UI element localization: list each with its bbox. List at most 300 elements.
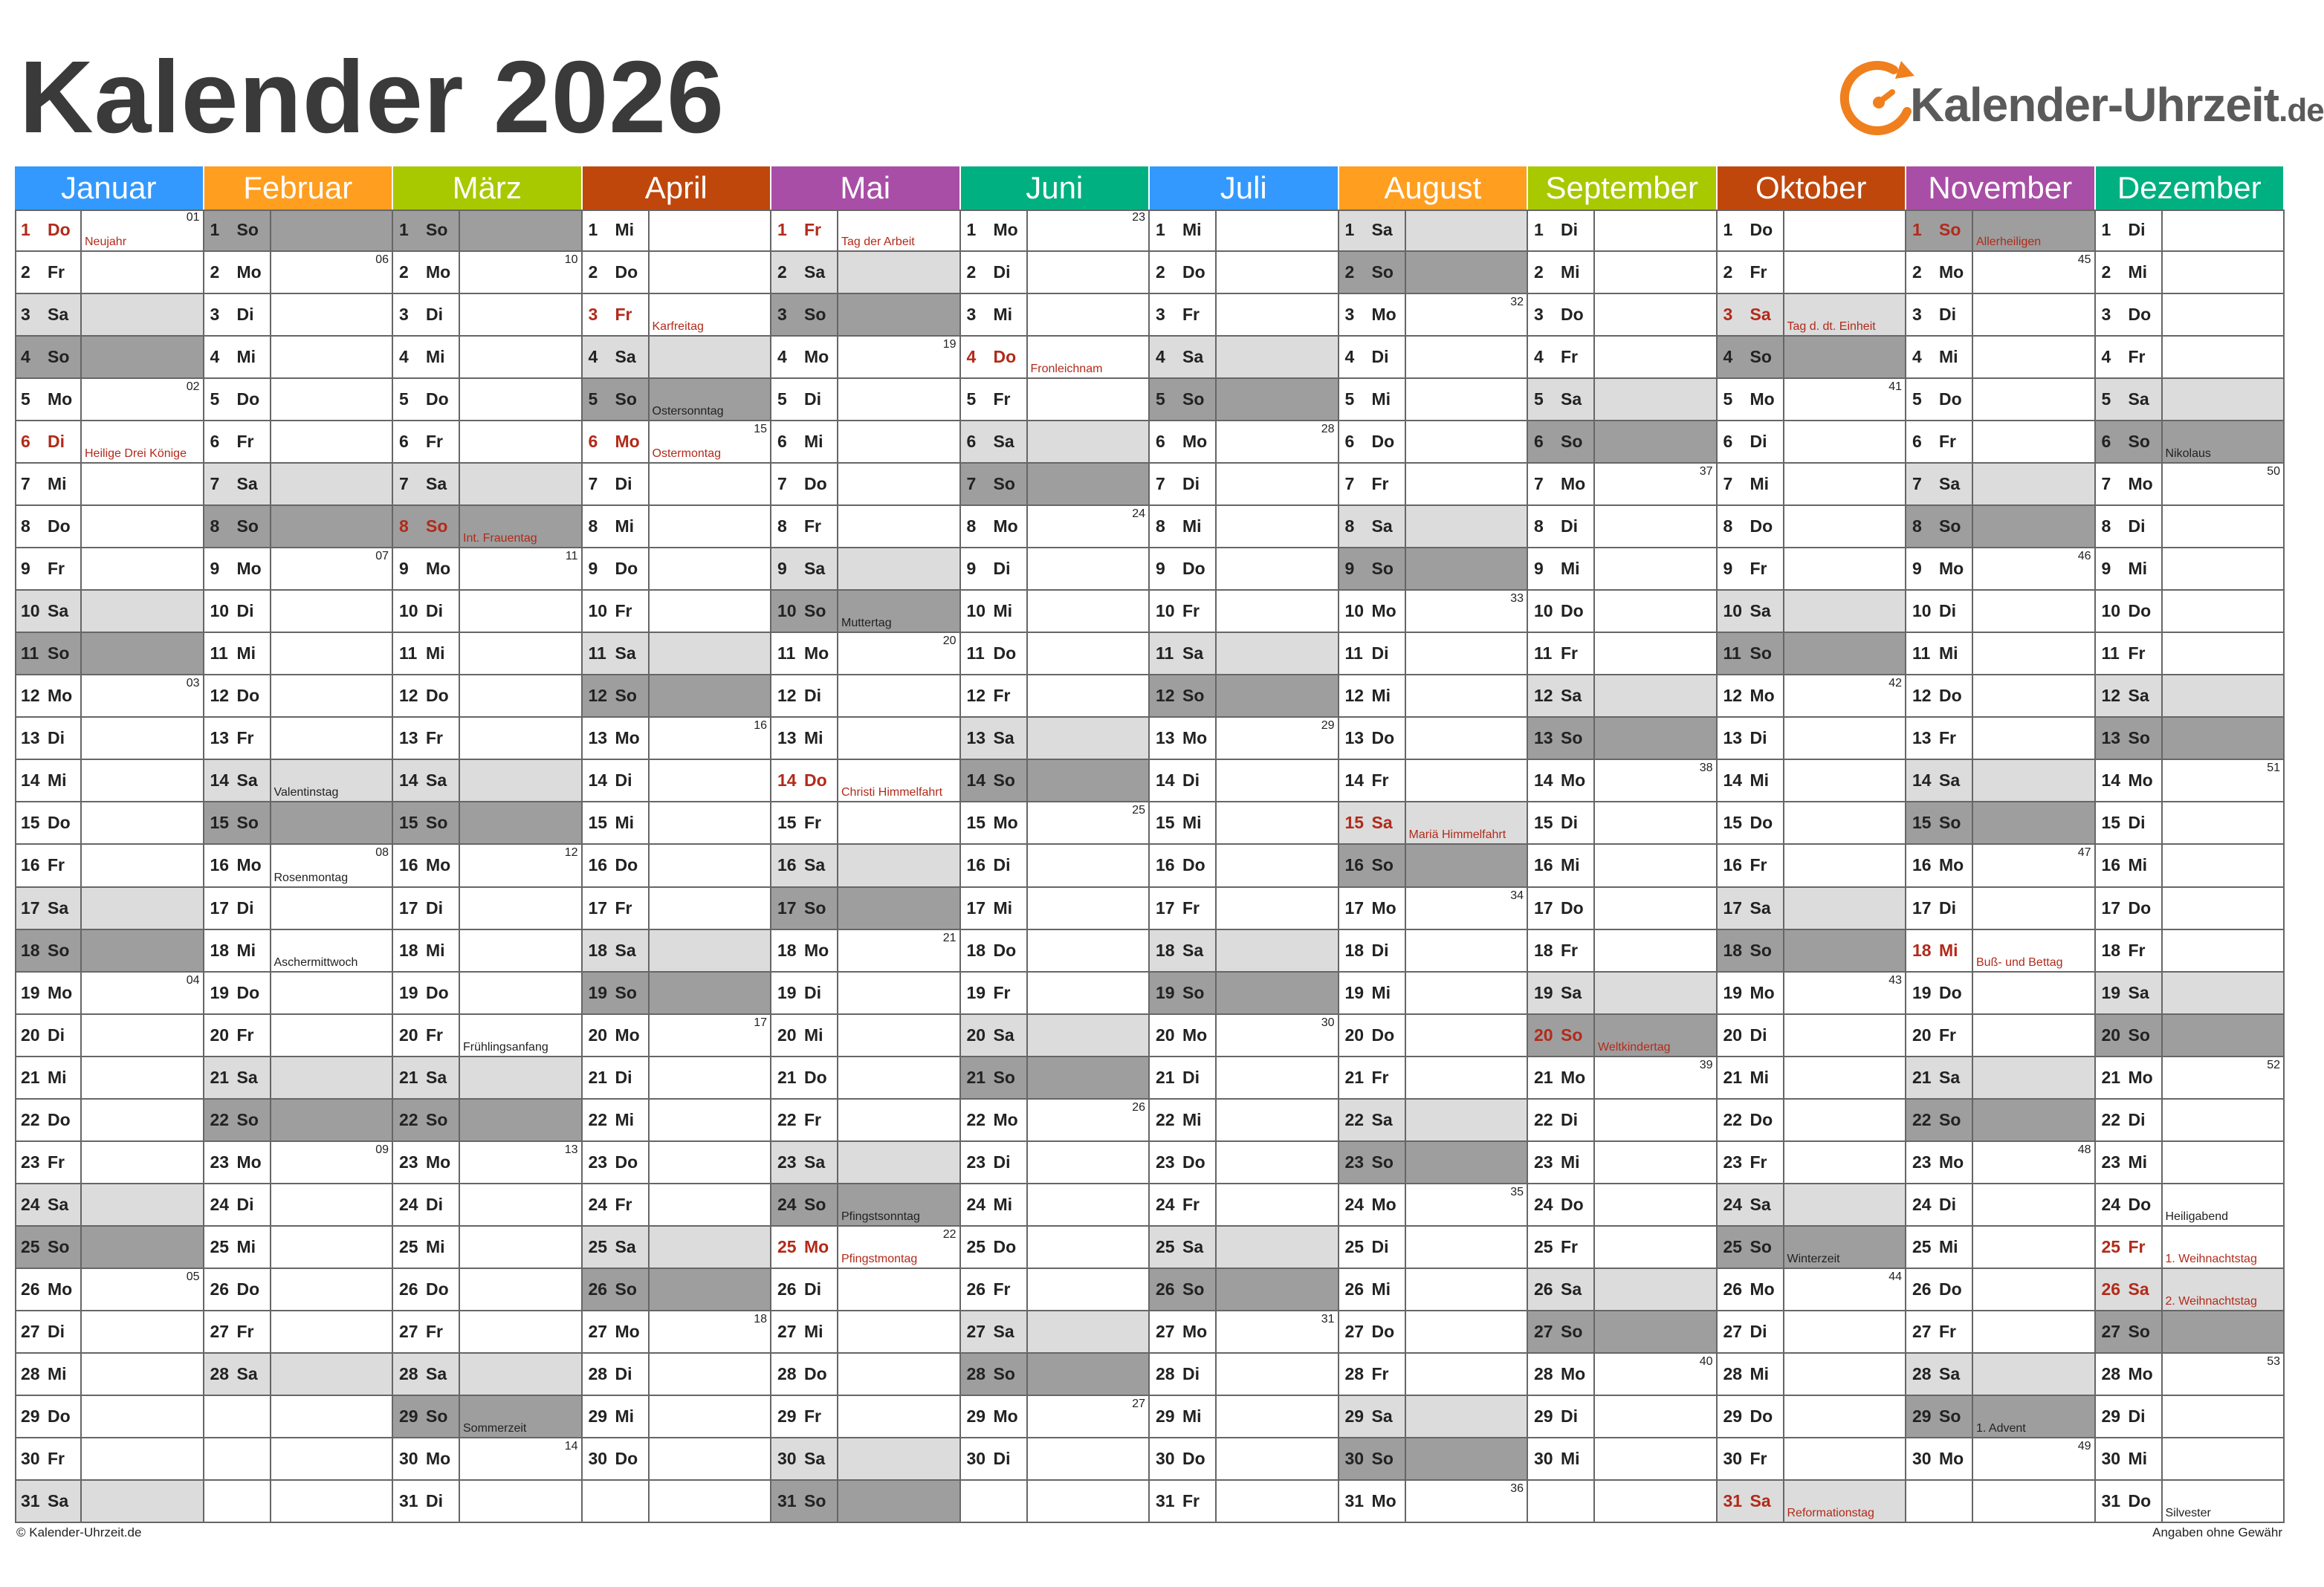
day-cell[interactable]	[393, 1311, 583, 1354]
day-cell[interactable]	[583, 1269, 772, 1311]
day-cell[interactable]	[961, 1184, 1150, 1227]
day-cell[interactable]	[771, 802, 961, 845]
day-cell[interactable]	[204, 845, 394, 887]
day-cell[interactable]	[2096, 1481, 2285, 1523]
day-cell[interactable]	[583, 718, 772, 760]
day-cell[interactable]	[393, 506, 583, 548]
day-cell[interactable]	[1528, 252, 1718, 294]
day-cell[interactable]	[771, 337, 961, 379]
day-cell[interactable]	[204, 718, 394, 760]
day-cell[interactable]	[1150, 1354, 1339, 1396]
day-cell[interactable]	[393, 591, 583, 633]
day-cell[interactable]	[15, 845, 204, 887]
day-cell[interactable]	[2096, 1269, 2285, 1311]
day-cell[interactable]	[583, 421, 772, 464]
day-cell[interactable]	[961, 548, 1150, 591]
day-cell[interactable]	[2096, 718, 2285, 760]
day-cell[interactable]	[1528, 506, 1718, 548]
day-cell[interactable]	[1718, 1184, 1907, 1227]
day-cell[interactable]	[15, 633, 204, 675]
day-cell[interactable]	[1528, 1438, 1718, 1481]
day-cell[interactable]	[2096, 802, 2285, 845]
day-cell[interactable]	[771, 421, 961, 464]
day-cell[interactable]	[2096, 845, 2285, 887]
day-cell[interactable]	[1528, 464, 1718, 506]
day-cell[interactable]	[2096, 252, 2285, 294]
day-cell[interactable]	[583, 464, 772, 506]
day-cell[interactable]	[1339, 421, 1529, 464]
day-cell[interactable]	[1150, 973, 1339, 1015]
day-cell[interactable]	[961, 210, 1150, 252]
day-cell[interactable]	[961, 506, 1150, 548]
day-cell[interactable]	[1906, 930, 2096, 973]
day-cell[interactable]	[1339, 337, 1529, 379]
day-cell[interactable]	[2096, 1015, 2285, 1057]
day-cell[interactable]	[583, 1015, 772, 1057]
day-cell[interactable]	[1528, 1269, 1718, 1311]
day-cell[interactable]	[1528, 421, 1718, 464]
day-cell[interactable]	[961, 337, 1150, 379]
day-cell[interactable]	[1718, 930, 1907, 973]
day-cell[interactable]	[1906, 802, 2096, 845]
day-cell[interactable]	[961, 1100, 1150, 1142]
day-cell[interactable]	[1150, 506, 1339, 548]
day-cell[interactable]	[771, 1396, 961, 1438]
day-cell[interactable]	[15, 718, 204, 760]
day-cell[interactable]	[1150, 464, 1339, 506]
day-cell[interactable]	[1528, 1142, 1718, 1184]
day-cell[interactable]	[583, 1396, 772, 1438]
day-cell[interactable]	[1906, 464, 2096, 506]
day-cell[interactable]	[2096, 1311, 2285, 1354]
day-cell[interactable]	[1718, 1269, 1907, 1311]
day-cell[interactable]	[1906, 760, 2096, 802]
day-cell[interactable]	[771, 252, 961, 294]
day-cell[interactable]	[1906, 591, 2096, 633]
day-cell[interactable]	[771, 1438, 961, 1481]
day-cell[interactable]	[204, 802, 394, 845]
day-cell[interactable]	[2096, 1057, 2285, 1100]
day-cell[interactable]	[1339, 1227, 1529, 1269]
day-cell[interactable]	[15, 1057, 204, 1100]
day-cell[interactable]	[771, 1481, 961, 1523]
day-cell[interactable]	[2096, 464, 2285, 506]
day-cell[interactable]	[1906, 1227, 2096, 1269]
day-cell[interactable]	[2096, 1142, 2285, 1184]
day-cell[interactable]	[15, 1015, 204, 1057]
day-cell[interactable]	[15, 1438, 204, 1481]
day-cell[interactable]	[393, 1481, 583, 1523]
day-cell[interactable]	[583, 1100, 772, 1142]
day-cell[interactable]	[771, 591, 961, 633]
day-cell[interactable]	[771, 1057, 961, 1100]
day-cell[interactable]	[393, 210, 583, 252]
day-cell[interactable]	[1150, 1311, 1339, 1354]
day-cell[interactable]	[393, 718, 583, 760]
day-cell[interactable]	[2096, 1396, 2285, 1438]
day-cell[interactable]	[771, 210, 961, 252]
day-cell[interactable]	[2096, 294, 2285, 337]
day-cell[interactable]	[961, 1142, 1150, 1184]
day-cell[interactable]	[961, 1354, 1150, 1396]
day-cell[interactable]	[1718, 210, 1907, 252]
day-cell[interactable]	[961, 675, 1150, 718]
day-cell[interactable]	[204, 506, 394, 548]
day-cell[interactable]	[1718, 845, 1907, 887]
day-cell[interactable]	[393, 1269, 583, 1311]
day-cell[interactable]	[771, 1015, 961, 1057]
day-cell[interactable]	[1718, 1057, 1907, 1100]
day-cell[interactable]	[1906, 210, 2096, 252]
day-cell[interactable]	[15, 252, 204, 294]
day-cell[interactable]	[393, 337, 583, 379]
day-cell[interactable]	[15, 1269, 204, 1311]
day-cell[interactable]	[15, 888, 204, 930]
day-cell[interactable]	[961, 633, 1150, 675]
day-cell[interactable]	[1906, 548, 2096, 591]
day-cell[interactable]	[583, 845, 772, 887]
day-cell[interactable]	[1150, 1142, 1339, 1184]
day-cell[interactable]	[583, 888, 772, 930]
day-cell[interactable]	[771, 1354, 961, 1396]
day-cell[interactable]	[204, 337, 394, 379]
day-cell[interactable]	[15, 1142, 204, 1184]
day-cell[interactable]	[1528, 1015, 1718, 1057]
day-cell[interactable]	[583, 210, 772, 252]
day-cell[interactable]	[15, 760, 204, 802]
day-cell[interactable]	[1150, 1438, 1339, 1481]
day-cell[interactable]	[15, 1100, 204, 1142]
day-cell[interactable]	[204, 1015, 394, 1057]
day-cell[interactable]	[393, 421, 583, 464]
day-cell[interactable]	[961, 888, 1150, 930]
day-cell[interactable]	[1150, 421, 1339, 464]
day-cell[interactable]	[15, 1481, 204, 1523]
day-cell[interactable]	[393, 548, 583, 591]
day-cell[interactable]	[1528, 888, 1718, 930]
day-cell[interactable]	[1906, 1015, 2096, 1057]
day-cell[interactable]	[2096, 1184, 2285, 1227]
day-cell[interactable]	[1339, 1269, 1529, 1311]
day-cell[interactable]	[583, 802, 772, 845]
day-cell[interactable]	[583, 1057, 772, 1100]
day-cell[interactable]	[961, 1269, 1150, 1311]
day-cell[interactable]	[204, 548, 394, 591]
day-cell[interactable]	[15, 506, 204, 548]
day-cell[interactable]	[1906, 845, 2096, 887]
day-cell[interactable]	[1718, 1481, 1907, 1523]
day-cell[interactable]	[1528, 379, 1718, 421]
day-cell[interactable]	[204, 760, 394, 802]
day-cell[interactable]	[1718, 548, 1907, 591]
day-cell[interactable]	[1906, 1269, 2096, 1311]
day-cell[interactable]	[1528, 1184, 1718, 1227]
day-cell[interactable]	[15, 548, 204, 591]
day-cell[interactable]	[771, 1100, 961, 1142]
day-cell[interactable]	[961, 1015, 1150, 1057]
day-cell[interactable]	[15, 930, 204, 973]
day-cell[interactable]	[1339, 1396, 1529, 1438]
day-cell[interactable]	[204, 591, 394, 633]
day-cell[interactable]	[961, 845, 1150, 887]
day-cell[interactable]	[204, 633, 394, 675]
day-cell[interactable]	[393, 888, 583, 930]
day-cell[interactable]	[393, 1015, 583, 1057]
day-cell[interactable]	[771, 464, 961, 506]
day-cell[interactable]	[771, 1142, 961, 1184]
day-cell[interactable]	[961, 930, 1150, 973]
day-cell[interactable]	[1906, 1142, 2096, 1184]
day-cell[interactable]	[583, 1227, 772, 1269]
day-cell[interactable]	[1906, 1354, 2096, 1396]
day-cell[interactable]	[961, 1438, 1150, 1481]
day-cell[interactable]	[583, 337, 772, 379]
day-cell[interactable]	[961, 1057, 1150, 1100]
day-cell[interactable]	[2096, 379, 2285, 421]
day-cell[interactable]	[961, 252, 1150, 294]
day-cell[interactable]	[204, 1354, 394, 1396]
day-cell[interactable]	[1718, 294, 1907, 337]
day-cell[interactable]	[204, 464, 394, 506]
day-cell[interactable]	[771, 1184, 961, 1227]
day-cell[interactable]	[393, 464, 583, 506]
day-cell[interactable]	[1906, 1438, 2096, 1481]
day-cell[interactable]	[1339, 718, 1529, 760]
day-cell[interactable]	[1906, 421, 2096, 464]
day-cell[interactable]	[393, 930, 583, 973]
day-cell[interactable]	[1718, 591, 1907, 633]
day-cell[interactable]	[2096, 210, 2285, 252]
day-cell[interactable]	[204, 379, 394, 421]
day-cell[interactable]	[1150, 379, 1339, 421]
day-cell[interactable]	[1339, 1311, 1529, 1354]
day-cell[interactable]	[204, 1100, 394, 1142]
day-cell[interactable]	[1339, 506, 1529, 548]
day-cell[interactable]	[2096, 337, 2285, 379]
day-cell[interactable]	[1528, 548, 1718, 591]
day-cell[interactable]	[1528, 1354, 1718, 1396]
day-cell[interactable]	[583, 633, 772, 675]
day-cell[interactable]	[2096, 591, 2285, 633]
day-cell[interactable]	[204, 1227, 394, 1269]
day-cell[interactable]	[961, 1311, 1150, 1354]
day-cell[interactable]	[1339, 1184, 1529, 1227]
day-cell[interactable]	[2096, 760, 2285, 802]
day-cell[interactable]	[583, 591, 772, 633]
day-cell[interactable]	[393, 1227, 583, 1269]
day-cell[interactable]	[1150, 845, 1339, 887]
day-cell[interactable]	[15, 1184, 204, 1227]
day-cell[interactable]	[961, 718, 1150, 760]
day-cell[interactable]	[1718, 1438, 1907, 1481]
brand-logo[interactable]	[1842, 59, 2324, 156]
day-cell[interactable]	[1906, 888, 2096, 930]
day-cell[interactable]	[1718, 1311, 1907, 1354]
day-cell[interactable]	[15, 973, 204, 1015]
day-cell[interactable]	[1906, 718, 2096, 760]
day-cell[interactable]	[583, 675, 772, 718]
day-cell[interactable]	[583, 506, 772, 548]
day-cell[interactable]	[771, 718, 961, 760]
day-cell[interactable]	[204, 1057, 394, 1100]
day-cell[interactable]	[961, 1396, 1150, 1438]
day-cell[interactable]	[1718, 973, 1907, 1015]
day-cell[interactable]	[1339, 1100, 1529, 1142]
day-cell[interactable]	[771, 548, 961, 591]
day-cell[interactable]	[583, 548, 772, 591]
day-cell[interactable]	[1528, 675, 1718, 718]
day-cell[interactable]	[1906, 1184, 2096, 1227]
day-cell[interactable]	[1718, 506, 1907, 548]
day-cell[interactable]	[1150, 1396, 1339, 1438]
day-cell[interactable]	[1339, 1438, 1529, 1481]
day-cell[interactable]	[1718, 1142, 1907, 1184]
day-cell[interactable]	[204, 973, 394, 1015]
day-cell[interactable]	[1339, 760, 1529, 802]
day-cell[interactable]	[1150, 337, 1339, 379]
day-cell[interactable]	[1906, 506, 2096, 548]
day-cell[interactable]	[204, 675, 394, 718]
day-cell[interactable]	[1718, 252, 1907, 294]
day-cell[interactable]	[2096, 548, 2285, 591]
day-cell[interactable]	[2096, 1438, 2285, 1481]
day-cell[interactable]	[15, 294, 204, 337]
day-cell[interactable]	[961, 294, 1150, 337]
day-cell[interactable]	[1528, 210, 1718, 252]
day-cell[interactable]	[1718, 633, 1907, 675]
day-cell[interactable]	[1150, 294, 1339, 337]
day-cell[interactable]	[1150, 633, 1339, 675]
day-cell[interactable]	[583, 760, 772, 802]
day-cell[interactable]	[961, 379, 1150, 421]
day-cell[interactable]	[204, 1184, 394, 1227]
day-cell[interactable]	[1718, 1227, 1907, 1269]
day-cell[interactable]	[1339, 464, 1529, 506]
day-cell[interactable]	[1150, 548, 1339, 591]
day-cell[interactable]	[1528, 633, 1718, 675]
day-cell[interactable]	[15, 675, 204, 718]
day-cell[interactable]	[1718, 718, 1907, 760]
day-cell[interactable]	[1150, 1057, 1339, 1100]
day-cell[interactable]	[1339, 1057, 1529, 1100]
day-cell[interactable]	[1339, 252, 1529, 294]
day-cell[interactable]	[2096, 888, 2285, 930]
day-cell[interactable]	[1528, 973, 1718, 1015]
day-cell[interactable]	[1339, 294, 1529, 337]
day-cell[interactable]	[1718, 337, 1907, 379]
day-cell[interactable]	[204, 210, 394, 252]
day-cell[interactable]	[393, 633, 583, 675]
day-cell[interactable]	[961, 973, 1150, 1015]
day-cell[interactable]	[1150, 1100, 1339, 1142]
day-cell[interactable]	[1906, 337, 2096, 379]
day-cell[interactable]	[2096, 1354, 2285, 1396]
day-cell[interactable]	[771, 1269, 961, 1311]
day-cell[interactable]	[15, 802, 204, 845]
day-cell[interactable]	[393, 252, 583, 294]
day-cell[interactable]	[393, 379, 583, 421]
day-cell[interactable]	[961, 1227, 1150, 1269]
day-cell[interactable]	[393, 1057, 583, 1100]
day-cell[interactable]	[15, 591, 204, 633]
day-cell[interactable]	[393, 1142, 583, 1184]
day-cell[interactable]	[204, 1269, 394, 1311]
day-cell[interactable]	[2096, 421, 2285, 464]
day-cell[interactable]	[2096, 1227, 2285, 1269]
day-cell[interactable]	[393, 1184, 583, 1227]
day-cell[interactable]	[1339, 379, 1529, 421]
day-cell[interactable]	[583, 1438, 772, 1481]
day-cell[interactable]	[1339, 1015, 1529, 1057]
day-cell[interactable]	[2096, 973, 2285, 1015]
day-cell[interactable]	[583, 294, 772, 337]
day-cell[interactable]	[1150, 1269, 1339, 1311]
day-cell[interactable]	[1528, 1057, 1718, 1100]
day-cell[interactable]	[1150, 252, 1339, 294]
day-cell[interactable]	[1906, 633, 2096, 675]
day-cell[interactable]	[1150, 718, 1339, 760]
day-cell[interactable]	[1339, 548, 1529, 591]
day-cell[interactable]	[204, 930, 394, 973]
day-cell[interactable]	[393, 1100, 583, 1142]
day-cell[interactable]	[1150, 675, 1339, 718]
day-cell[interactable]	[2096, 1100, 2285, 1142]
day-cell[interactable]	[15, 464, 204, 506]
day-cell[interactable]	[1906, 1396, 2096, 1438]
day-cell[interactable]	[1150, 1184, 1339, 1227]
day-cell[interactable]	[15, 337, 204, 379]
day-cell[interactable]	[1339, 675, 1529, 718]
day-cell[interactable]	[15, 1396, 204, 1438]
day-cell[interactable]	[1906, 1311, 2096, 1354]
day-cell[interactable]	[1339, 633, 1529, 675]
day-cell[interactable]	[771, 294, 961, 337]
day-cell[interactable]	[1718, 760, 1907, 802]
day-cell[interactable]	[15, 1227, 204, 1269]
day-cell[interactable]	[1718, 1015, 1907, 1057]
day-cell[interactable]	[583, 252, 772, 294]
day-cell[interactable]	[1339, 1354, 1529, 1396]
day-cell[interactable]	[1906, 973, 2096, 1015]
day-cell[interactable]	[1906, 294, 2096, 337]
day-cell[interactable]	[771, 760, 961, 802]
day-cell[interactable]	[1528, 930, 1718, 973]
day-cell[interactable]	[1150, 888, 1339, 930]
day-cell[interactable]	[771, 845, 961, 887]
day-cell[interactable]	[771, 506, 961, 548]
day-cell[interactable]	[771, 633, 961, 675]
day-cell[interactable]	[204, 294, 394, 337]
day-cell[interactable]	[393, 760, 583, 802]
day-cell[interactable]	[1528, 294, 1718, 337]
day-cell[interactable]	[1718, 379, 1907, 421]
day-cell[interactable]	[1150, 591, 1339, 633]
day-cell[interactable]	[961, 591, 1150, 633]
day-cell[interactable]	[1528, 802, 1718, 845]
day-cell[interactable]	[1718, 802, 1907, 845]
day-cell[interactable]	[583, 973, 772, 1015]
day-cell[interactable]	[1528, 845, 1718, 887]
day-cell[interactable]	[15, 379, 204, 421]
day-cell[interactable]	[15, 210, 204, 252]
day-cell[interactable]	[1150, 760, 1339, 802]
day-cell[interactable]	[1528, 337, 1718, 379]
day-cell[interactable]	[1906, 379, 2096, 421]
day-cell[interactable]	[1528, 1311, 1718, 1354]
day-cell[interactable]	[1339, 591, 1529, 633]
day-cell[interactable]	[1528, 1227, 1718, 1269]
day-cell[interactable]	[1339, 802, 1529, 845]
